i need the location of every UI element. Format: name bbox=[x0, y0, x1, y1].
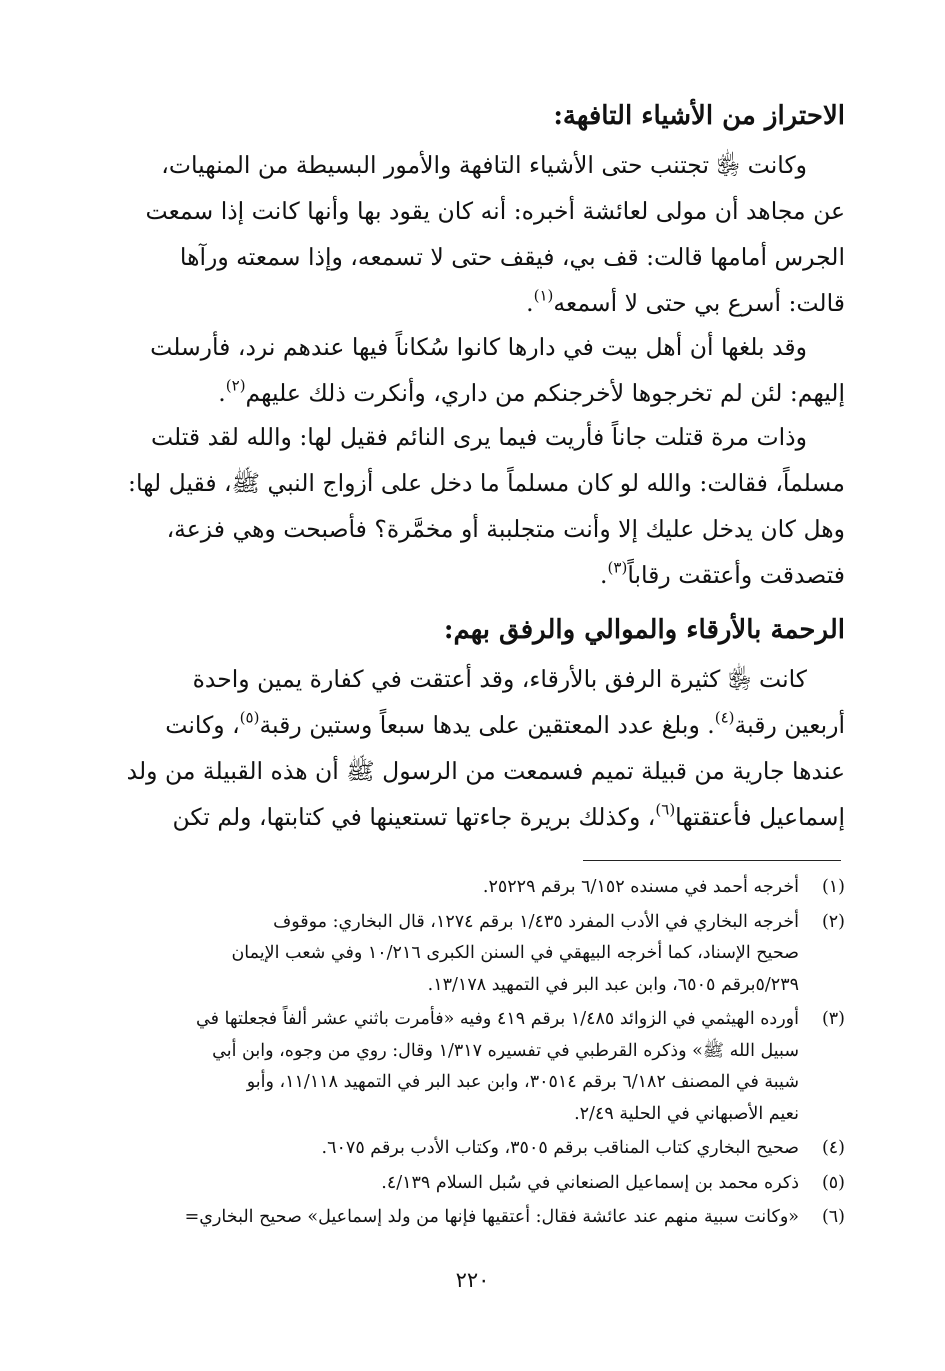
footnote-item bbox=[100, 907, 845, 1002]
footnote-line: «وكانت سبية منهم عند عائشة فقال: أعتقيها فإنها من ولد إسماعيل» صحيح البخاري= bbox=[184, 1207, 799, 1227]
footnote-item bbox=[100, 1168, 845, 1200]
text-line: كانت ﵂ كثيرة الرفق بالأرقاء، وقد أعتقت في كفارة يمين واحدة bbox=[192, 665, 807, 693]
footnote-item bbox=[100, 1202, 845, 1234]
footnote-marker[interactable]: (١) bbox=[533, 286, 554, 305]
text-fragment: أربعين رقبة bbox=[734, 711, 845, 739]
footnote-separator bbox=[583, 860, 841, 861]
footnote-number: (٣) bbox=[821, 1009, 845, 1029]
footnote-text bbox=[100, 1133, 799, 1165]
text-line: مسلماً، فقالت: والله لو كان مسلماً ما دخل على أزواج النبي ﷺ، فقيل لها: bbox=[128, 469, 845, 497]
footnote-line: صحيح البخاري كتاب المناقب برقم ٣٥٠٥، وكتاب الأدب برقم ٦٠٧٥. bbox=[321, 1138, 799, 1158]
footnote-text bbox=[100, 1168, 799, 1200]
footnote-text bbox=[100, 907, 799, 1002]
text-line: وكانت ﵂ تجتنب حتى الأشياء التافهة والأمور البسيطة من المنهيات، bbox=[161, 151, 807, 179]
text-fragment: . وبلغ عدد المعتقين على يدها سبعاً وستين رقبة bbox=[259, 711, 715, 739]
section-heading-mercy-to-slaves: الرحمة بالأرقاء والموالي والرفق بهم: bbox=[443, 615, 845, 645]
text-fragment: ، وكانت bbox=[165, 711, 240, 739]
footnote-marker[interactable]: (٢) bbox=[225, 376, 246, 395]
footnote-number: (١) bbox=[821, 877, 845, 897]
text-line-last bbox=[103, 552, 845, 598]
text-line: وذات مرة قتلت جاناً فأريت فيما يرى النائم فقيل لها: والله لقد قتلت bbox=[150, 423, 807, 451]
footnote-marker[interactable]: (٦) bbox=[655, 800, 676, 819]
footnote-item bbox=[100, 872, 845, 904]
footnote-line: سبيل الله ﷺ» وذكره القرطبي في تفسيره ١/٣١٧ وقال: روي من وجوه، وابن أبي bbox=[212, 1040, 799, 1061]
footnote-number: (٥) bbox=[821, 1172, 845, 1193]
footnote-number: (٤) bbox=[821, 1138, 845, 1158]
sentence-end: . bbox=[218, 379, 226, 407]
footnote-number: (٢) bbox=[821, 911, 845, 932]
footnote-line: ذكره محمد بن إسماعيل الصنعاني في سُبل السلام ٤/١٣٩. bbox=[381, 1172, 799, 1193]
footnote-text bbox=[100, 1004, 799, 1130]
footnote-line: أخرجه البخاري في الأدب المفرد ١/٤٣٥ برقم ١٢٧٤، قال البخاري: موقوف bbox=[273, 911, 799, 932]
text-line bbox=[103, 794, 845, 840]
text-line-last bbox=[103, 280, 845, 326]
sentence-end: . bbox=[526, 289, 534, 317]
paragraph-jinn-anecdote bbox=[103, 414, 845, 598]
footnote-marker[interactable]: (٣) bbox=[607, 558, 628, 577]
footnote-item bbox=[100, 1004, 845, 1130]
footnote-line: نعيم الأصبهاني في الحلية ٢/٤٩. bbox=[574, 1103, 799, 1124]
page-number: ٢٢٠ bbox=[455, 1268, 490, 1292]
text-fragment: إليهم: لئن لم تخرجوها لأخرجنكم من داري، وأنكرت ذلك عليهم bbox=[245, 379, 845, 407]
footnote-line: أورده الهيثمي في الزوائد ١/٤٨٥ برقم ٤١٩ وفيه «فأمرت باثني عشر ألفاً فجعلتها في bbox=[196, 1009, 799, 1029]
sentence-end: . bbox=[600, 561, 608, 589]
footnote-text bbox=[100, 1202, 799, 1234]
footnote-line: ٥/٢٣٩برقم ٦٥٠٥، وابن عبد البر في التمهيد ١٣/١٧٨. bbox=[427, 974, 799, 995]
paragraph-bell-anecdote bbox=[103, 142, 845, 326]
text-fragment: قالت: أسرع بي حتى لا أسمعه bbox=[553, 289, 845, 317]
footnote-line: شيبة في المصنف ٦/١٨٢ برقم ٣٠٥١٤، وابن عبد البر في التمهيد ١١/١١٨، وأبو bbox=[246, 1072, 799, 1092]
footnote-number: (٦) bbox=[821, 1207, 845, 1227]
text-fragment: ، وكذلك بريرة جاءتها تستعينها في كتابتها، ولم تكن bbox=[172, 803, 656, 831]
text-fragment: فتصدقت وأعتقت رقاباً bbox=[627, 561, 845, 589]
text-line: عن مجاهد أن مولى لعائشة أخبره: أنه كان يقود بها وأنها كانت إذا سمعت bbox=[145, 197, 845, 225]
section-heading-avoiding-trivial-things: الاحتراز من الأشياء التافهة: bbox=[553, 101, 845, 131]
text-line-last bbox=[103, 370, 845, 416]
footnote-marker[interactable]: (٥) bbox=[239, 708, 260, 727]
text-line: وهل كان يدخل عليك إلا وأنت متجلببة أو مخمَّرة؟ فأصبحت وهي فزعة، bbox=[166, 515, 845, 543]
footnote-line: أخرجه أحمد في مسنده ٦/١٥٢ برقم ٢٥٢٢٩. bbox=[482, 877, 799, 897]
paragraph-freeing-slaves bbox=[103, 656, 845, 840]
text-fragment: إسماعيل فأعتقتها bbox=[675, 803, 845, 831]
paragraph-dice-anecdote bbox=[103, 324, 845, 416]
footnote-item bbox=[100, 1133, 845, 1165]
text-line: الجرس أمامها قالت: قف بي، فيقف حتى لا تسمعه، وإذا سمعته ورآها bbox=[179, 243, 845, 271]
text-line: عندها جارية من قبيلة تميم فسمعت من الرسول ﷺ أن هذه القبيلة من ولد bbox=[126, 757, 845, 785]
text-line bbox=[103, 702, 845, 748]
footnotes-section bbox=[100, 872, 845, 1237]
footnote-text bbox=[100, 872, 799, 904]
footnote-line: صحيح الإسناد، كما أخرجه البيهقي في السنن الكبرى ١٠/٢١٦ وفي شعب الإيمان bbox=[231, 943, 799, 963]
footnote-marker[interactable]: (٤) bbox=[714, 708, 735, 727]
text-line: وقد بلغها أن أهل بيت في دارها كانوا سُكاناً فيها عندهم نرد، فأرسلت bbox=[150, 333, 807, 361]
